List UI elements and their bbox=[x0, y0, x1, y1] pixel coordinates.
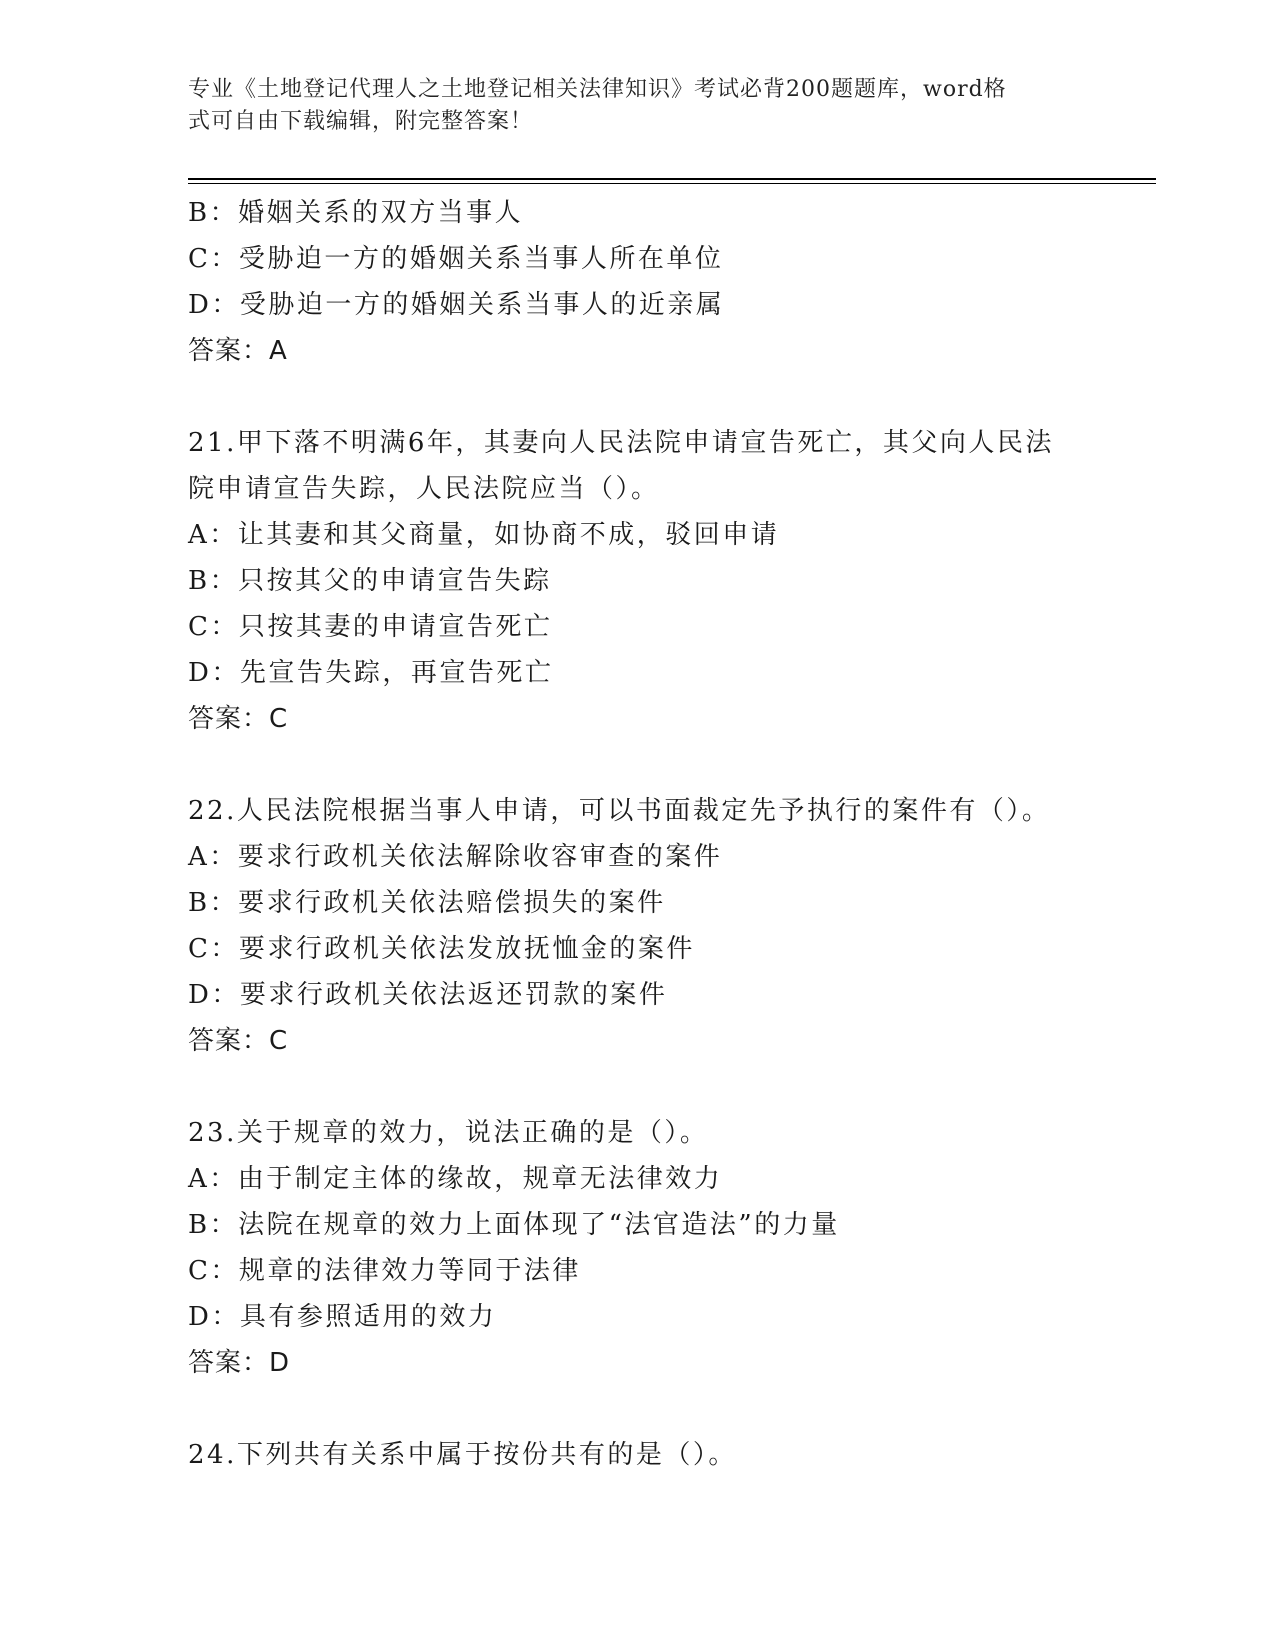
option-b: B：要求行政机关依法赔偿损失的案件 bbox=[188, 888, 666, 918]
spacer bbox=[188, 742, 1088, 788]
header-divider-thick bbox=[188, 178, 1156, 180]
option-c: C：规章的法律效力等同于法律 bbox=[188, 1256, 581, 1286]
answer: 答案：D bbox=[188, 1348, 291, 1378]
option-d: D：具有参照适用的效力 bbox=[188, 1302, 497, 1332]
option-b: B：婚姻关系的双方当事人 bbox=[188, 198, 524, 228]
option-d: D：先宣告失踪，再宣告死亡 bbox=[188, 658, 554, 688]
option-a: A：由于制定主体的缘故，规章无法律效力 bbox=[188, 1164, 723, 1194]
option-a: A：让其妻和其父商量，如协商不成，驳回申请 bbox=[188, 520, 780, 550]
option-d: D：受胁迫一方的婚姻关系当事人的近亲属 bbox=[188, 290, 725, 320]
spacer bbox=[188, 374, 1088, 420]
question-21 bbox=[188, 420, 1088, 742]
option-d: D：要求行政机关依法返还罚款的案件 bbox=[188, 980, 668, 1010]
answer: 答案：A bbox=[188, 336, 288, 366]
question-22 bbox=[188, 788, 1088, 1064]
option-c: C：只按其妻的申请宣告死亡 bbox=[188, 612, 553, 642]
header-line-2: 式可自由下载编辑，附完整答案！ bbox=[188, 109, 534, 134]
answer: 答案：C bbox=[188, 704, 289, 734]
question-20-tail bbox=[188, 190, 1088, 374]
question-23 bbox=[188, 1110, 1088, 1386]
question-stem: 21.甲下落不明满6年，其妻向人民法院申请宣告死亡，其父向人民法 bbox=[188, 428, 1054, 458]
question-stem: 22.人民法院根据当事人申请，可以书面裁定先予执行的案件有（）。 bbox=[188, 796, 1051, 826]
question-list bbox=[188, 190, 1088, 1478]
document-header bbox=[188, 74, 1068, 138]
header-divider-thin bbox=[188, 183, 1156, 184]
option-a: A：要求行政机关依法解除收容审查的案件 bbox=[188, 842, 723, 872]
spacer bbox=[188, 1064, 1088, 1110]
question-stem: 23.关于规章的效力，说法正确的是（）。 bbox=[188, 1118, 709, 1148]
option-b: B：法院在规章的效力上面体现了“法官造法”的力量 bbox=[188, 1210, 840, 1240]
question-stem-cont: 院申请宣告失踪，人民法院应当（）。 bbox=[188, 474, 660, 504]
question-24 bbox=[188, 1432, 1088, 1478]
option-c: C：受胁迫一方的婚姻关系当事人所在单位 bbox=[188, 244, 724, 274]
spacer bbox=[188, 1386, 1088, 1432]
option-c: C：要求行政机关依法发放抚恤金的案件 bbox=[188, 934, 695, 964]
question-stem: 24.下列共有关系中属于按份共有的是（）。 bbox=[188, 1440, 737, 1470]
answer: 答案：C bbox=[188, 1026, 289, 1056]
header-line-1: 专业《土地登记代理人之土地登记相关法律知识》考试必背200题题库，word格 bbox=[188, 77, 1007, 102]
option-b: B：只按其父的申请宣告失踪 bbox=[188, 566, 552, 596]
